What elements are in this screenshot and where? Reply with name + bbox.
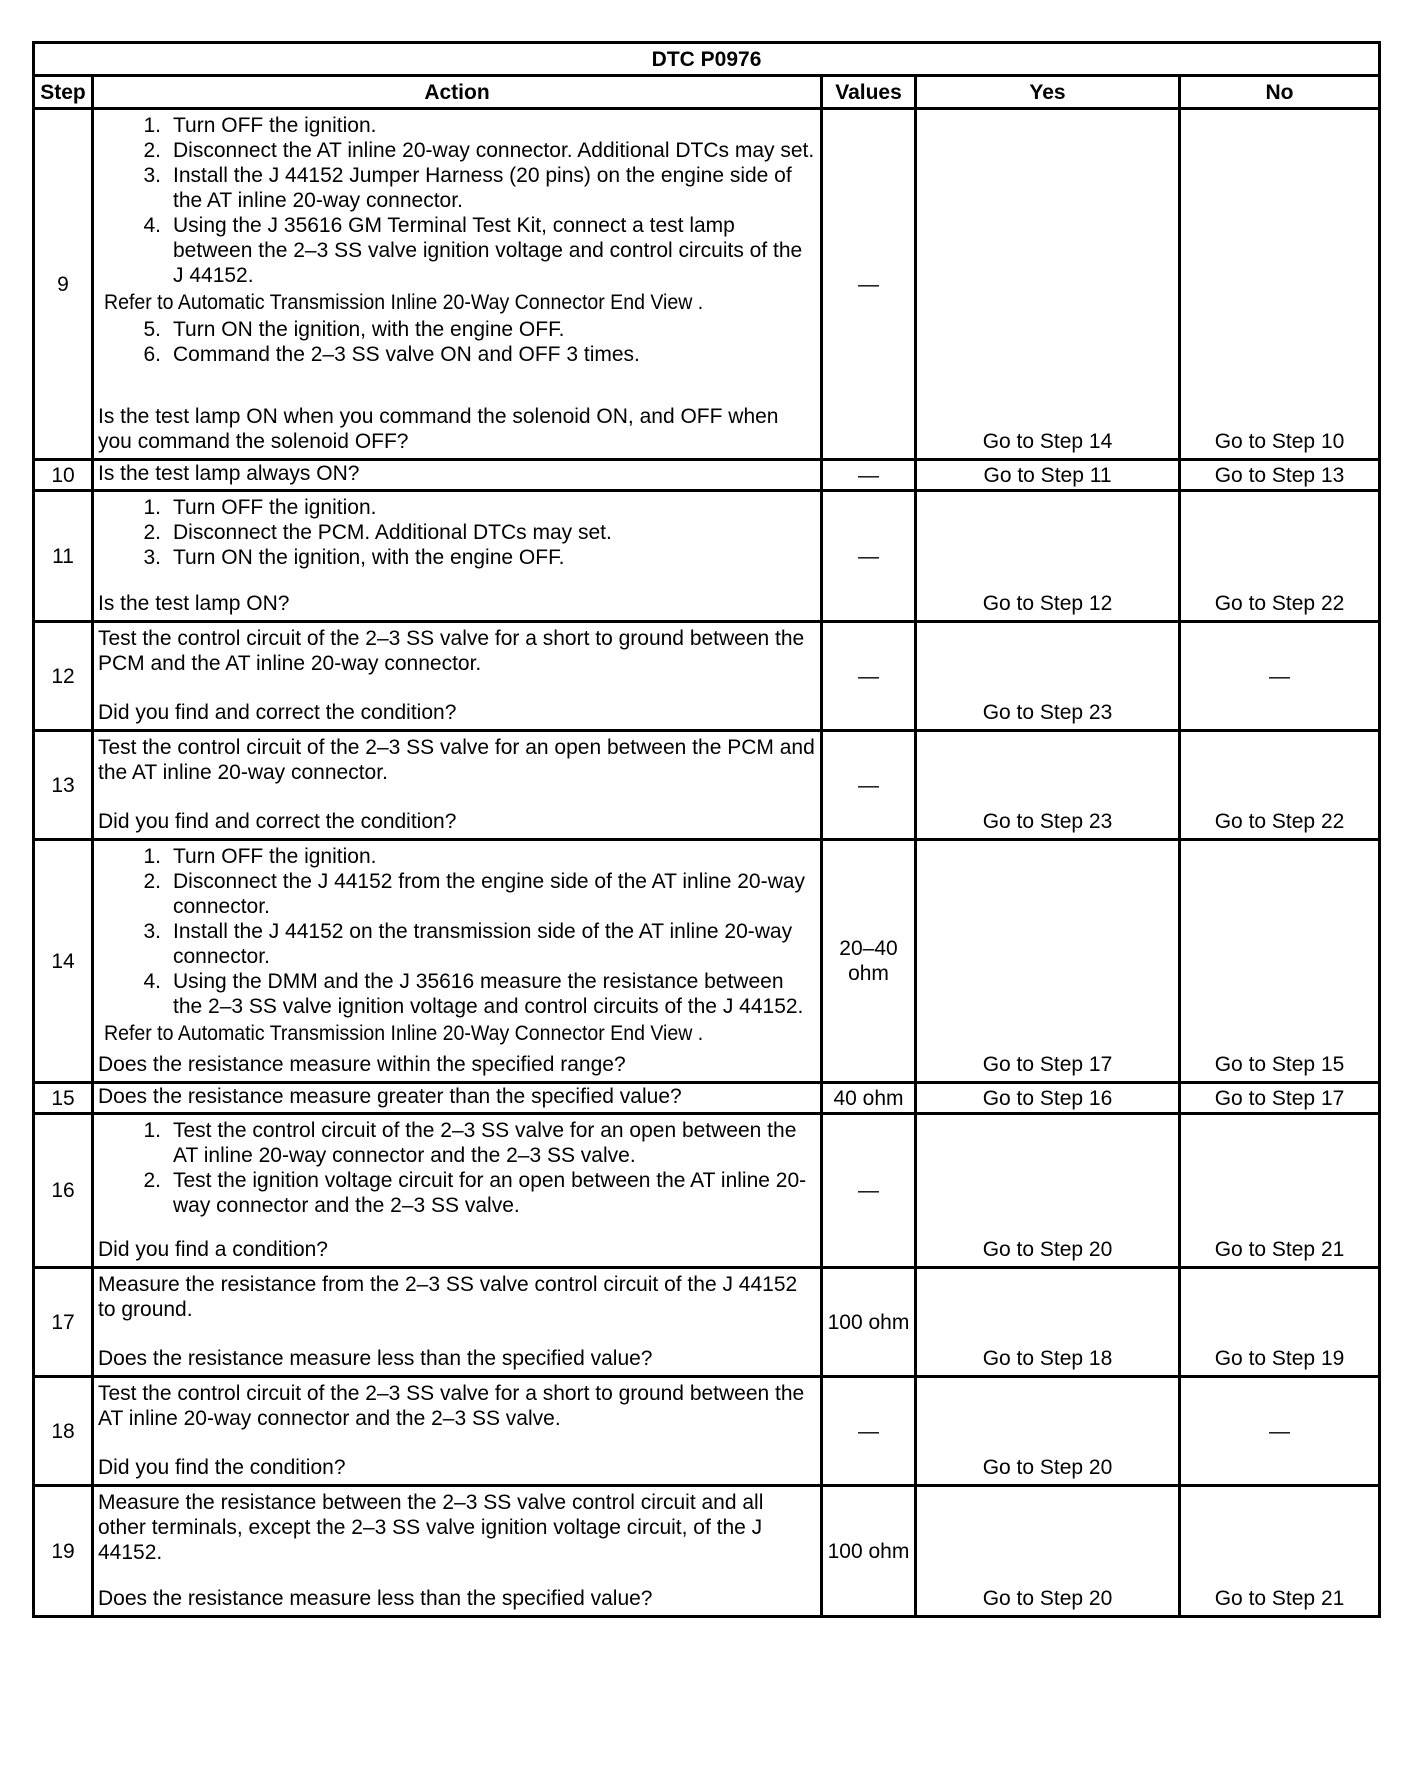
spacer [98,785,817,809]
list-number: 1. [143,845,161,868]
step-number: 10 [34,460,93,491]
action-cell [93,622,822,731]
spacer [98,367,817,404]
action-content [98,461,816,489]
action-content [98,626,817,725]
action-cell [93,840,822,1083]
table-row [34,1486,1380,1617]
list-text: Disconnect the J 44152 from the engine side of the AT inline 20-way connector. [173,870,805,918]
spacer [98,1565,817,1586]
values-cell: 40 ohm [822,1083,916,1114]
yes-cell: Go to Step 11 [916,460,1180,491]
list-item [98,869,817,919]
list-number: 6. [143,343,161,366]
yes-cell: Go to Step 23 [916,731,1180,840]
list-text: Using the DMM and the J 35616 measure the resistance between the 2–3 SS valve ignition voltage and control circuits of the J 44152. [173,970,804,1018]
values-cell: — [822,1377,916,1486]
action-content [98,735,817,834]
action-content [98,1118,817,1262]
table-row [34,1377,1380,1486]
question-text: Did you find and correct the condition? [98,810,457,833]
list-item [98,213,817,288]
question-text: Does the resistance measure less than the specified value? [98,1347,653,1370]
action-cell [93,1268,822,1377]
yes-cell: Go to Step 20 [916,1486,1180,1617]
action-text: Test the control circuit of the 2–3 SS valve for a short to ground between the AT inline 20-way connector and the 2–3 SS valve. [98,1382,805,1430]
list-item [98,919,817,969]
step-list [98,495,817,570]
diagnostic-table [32,41,1381,1618]
values-cell: — [822,460,916,491]
list-number: 2. [143,521,161,544]
table-row [34,491,1380,622]
step-list [98,317,817,367]
list-item [98,545,817,570]
table-row [34,460,1380,491]
step-number: 17 [34,1268,93,1377]
yes-cell: Go to Step 17 [916,840,1180,1083]
table-header-row [34,76,1380,109]
values-cell: 100 ohm [822,1268,916,1377]
list-text: Turn ON the ignition, with the engine OFF. [173,546,565,569]
list-item [98,163,817,213]
table-title: DTC P0976 [34,43,1380,76]
header-no: No [1180,76,1380,109]
list-item [98,844,817,869]
question-text: Did you find the condition? [98,1456,346,1479]
list-item [98,520,817,545]
list-text: Install the J 44152 on the transmission side of the AT inline 20-way connector. [173,920,793,968]
list-text: Install the J 44152 Jumper Harness (20 pins) on the engine side of the AT inline 20-way connector. [173,164,792,212]
table-row [34,1268,1380,1377]
list-item [98,969,817,1019]
list-number: 3. [143,920,161,943]
list-item [98,1168,817,1218]
list-text: Using the J 35616 GM Terminal Test Kit, connect a test lamp between the 2–3 SS valve ignition voltage and control circuits of the J 44152. [173,214,803,287]
no-cell: Go to Step 13 [1180,460,1380,491]
step-list [98,844,817,1019]
action-cell [93,731,822,840]
table-row [34,731,1380,840]
action-text: Test the control circuit of the 2–3 SS valve for an open between the PCM and the AT inline 20-way connector. [98,736,815,784]
question-text: Is the test lamp always ON? [98,462,360,485]
no-cell: Go to Step 19 [1180,1268,1380,1377]
spacer [98,1431,817,1455]
question-text: Does the resistance measure within the specified range? [98,1053,626,1076]
step-list [98,1118,817,1218]
step-number: 15 [34,1083,93,1114]
question-text: Does the resistance measure greater than the specified value? [98,1085,682,1108]
step-number: 16 [34,1114,93,1268]
no-cell: Go to Step 22 [1180,491,1380,622]
list-text: Test the control circuit of the 2–3 SS valve for an open between the AT inline 20-way connector and the 2–3 SS valve. [173,1119,797,1167]
list-number: 3. [143,546,161,569]
action-text: Measure the resistance from the 2–3 SS valve control circuit of the J 44152 to ground. [98,1273,798,1321]
yes-cell: Go to Step 12 [916,491,1180,622]
list-number: 4. [143,970,161,993]
no-cell: Go to Step 10 [1180,109,1380,460]
step-number: 13 [34,731,93,840]
no-cell: Go to Step 17 [1180,1083,1380,1114]
list-item [98,317,817,342]
list-number: 1. [143,114,161,137]
list-number: 2. [143,870,161,893]
action-content [98,1381,817,1480]
list-text: Turn ON the ignition, with the engine OFF. [173,318,565,341]
list-number: 1. [143,1119,161,1142]
list-text: Turn OFF the ignition. [173,496,377,519]
list-text: Disconnect the AT inline 20-way connector. Additional DTCs may set. [173,139,815,162]
list-number: 3. [143,164,161,187]
list-item [98,113,817,138]
spacer [98,1322,817,1346]
action-content [98,113,817,454]
list-text: Turn OFF the ignition. [173,114,377,137]
reference-note: Refer to Automatic Transmission Inline 20-Way Connector End View . [104,291,704,314]
action-cell [93,109,822,460]
spacer [98,570,817,591]
action-cell [93,491,822,622]
step-number: 18 [34,1377,93,1486]
values-cell: — [822,622,916,731]
list-item [98,495,817,520]
action-content [98,495,817,616]
list-number: 4. [143,214,161,237]
spacer [98,1218,817,1237]
list-text: Test the ignition voltage circuit for an open between the AT inline 20-way connector and the 2–3 SS valve. [173,1169,807,1217]
action-text: Measure the resistance between the 2–3 SS valve control circuit and all other terminals, except the 2–3 SS valve ignition voltage circuit, of the J 44152. [98,1491,764,1564]
table-title-row [34,43,1380,76]
yes-cell: Go to Step 14 [916,109,1180,460]
list-text: Command the 2–3 SS valve ON and OFF 3 times. [173,343,640,366]
question-text: Is the test lamp ON when you command the solenoid ON, and OFF when you command the solenoid OFF? [98,405,779,453]
question-text: Does the resistance measure less than the specified value? [98,1587,653,1610]
header-yes: Yes [916,76,1180,109]
list-number: 5. [143,318,161,341]
step-list [98,113,817,288]
values-cell: 20–40 ohm [822,840,916,1083]
yes-cell: Go to Step 16 [916,1083,1180,1114]
yes-cell: Go to Step 20 [916,1114,1180,1268]
header-values: Values [822,76,916,109]
table-row [34,1083,1380,1114]
table-row [34,1114,1380,1268]
no-cell: — [1180,622,1380,731]
action-cell [93,1486,822,1617]
action-cell [93,1114,822,1268]
values-cell: — [822,731,916,840]
no-cell: Go to Step 21 [1180,1486,1380,1617]
list-number: 2. [143,139,161,162]
step-number: 11 [34,491,93,622]
action-content [98,1084,816,1112]
reference-note: Refer to Automatic Transmission Inline 20-Way Connector End View . [104,1022,704,1045]
question-text: Did you find and correct the condition? [98,701,457,724]
no-cell: Go to Step 15 [1180,840,1380,1083]
no-cell: Go to Step 21 [1180,1114,1380,1268]
step-number: 12 [34,622,93,731]
action-text: Test the control circuit of the 2–3 SS valve for a short to ground between the PCM and the AT inline 20-way connector. [98,627,805,675]
action-cell [93,1377,822,1486]
values-cell: — [822,1114,916,1268]
values-cell: — [822,109,916,460]
table-row [34,622,1380,731]
list-number: 1. [143,496,161,519]
step-number: 14 [34,840,93,1083]
question-text: Did you find a condition? [98,1238,328,1261]
no-cell: — [1180,1377,1380,1486]
action-cell [93,460,822,491]
spacer [98,676,817,700]
list-item [98,342,817,367]
action-content [98,844,817,1077]
no-cell: Go to Step 22 [1180,731,1380,840]
list-item [98,1118,817,1168]
list-text: Turn OFF the ignition. [173,845,377,868]
header-action: Action [93,76,822,109]
action-content [98,1490,817,1611]
values-cell: 100 ohm [822,1486,916,1617]
step-number: 19 [34,1486,93,1617]
list-item [98,138,817,163]
yes-cell: Go to Step 20 [916,1377,1180,1486]
yes-cell: Go to Step 18 [916,1268,1180,1377]
list-number: 2. [143,1169,161,1192]
list-text: Disconnect the PCM. Additional DTCs may set. [173,521,612,544]
step-number: 9 [34,109,93,460]
values-cell: — [822,491,916,622]
question-text: Is the test lamp ON? [98,592,290,615]
yes-cell: Go to Step 23 [916,622,1180,731]
action-cell [93,1083,822,1114]
table-row [34,840,1380,1083]
table-row [34,109,1380,460]
header-step: Step [34,76,93,109]
action-content [98,1272,817,1371]
